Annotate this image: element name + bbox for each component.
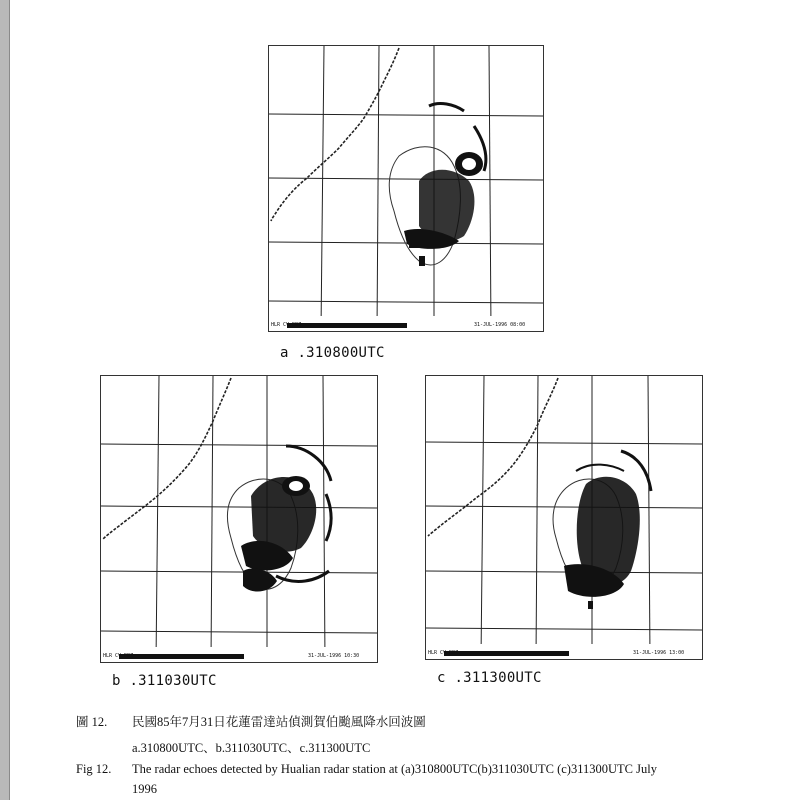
caption-en-title: The radar echoes detected by Hualian radar station at (a)310800UTC(b)311030UTC (c)311300UTC July xyxy=(132,762,657,776)
caption-en-year: 1996 xyxy=(132,782,157,796)
radar-panel-c xyxy=(425,375,703,660)
radar-panel-b xyxy=(100,375,378,663)
footer-left-b: HLR CV DBZ xyxy=(103,653,134,659)
caption-en-number: Fig 12. xyxy=(76,762,112,776)
footer-right-b: 31-JUL-1996 10:30 xyxy=(308,653,360,659)
panel-label-b: b .311030UTC xyxy=(112,673,217,689)
caption-zh-times: a.310800UTC、b.311030UTC、c.311300UTC xyxy=(132,741,371,755)
footer-left-a: HLR CV DBZ xyxy=(271,322,302,328)
footer-left-c: HLR CV DBZ xyxy=(428,650,459,656)
footer-right-a: 31-JUL-1996 08:00 xyxy=(474,322,526,328)
caption-zh-number: 圖 12. xyxy=(76,715,108,729)
footer-right-c: 31-JUL-1996 13:00 xyxy=(633,650,685,656)
radar-map-c xyxy=(426,376,702,659)
panel-label-a: a .310800UTC xyxy=(280,345,385,361)
radar-map-a xyxy=(269,46,543,331)
panel-label-c: c .311300UTC xyxy=(437,670,542,686)
page-edge xyxy=(0,0,10,800)
caption-zh-title: 民國85年7月31日花蓮雷達站偵測賀伯颱風降水回波圖 xyxy=(132,715,426,729)
radar-panel-a xyxy=(268,45,544,332)
radar-map-b xyxy=(101,376,377,662)
